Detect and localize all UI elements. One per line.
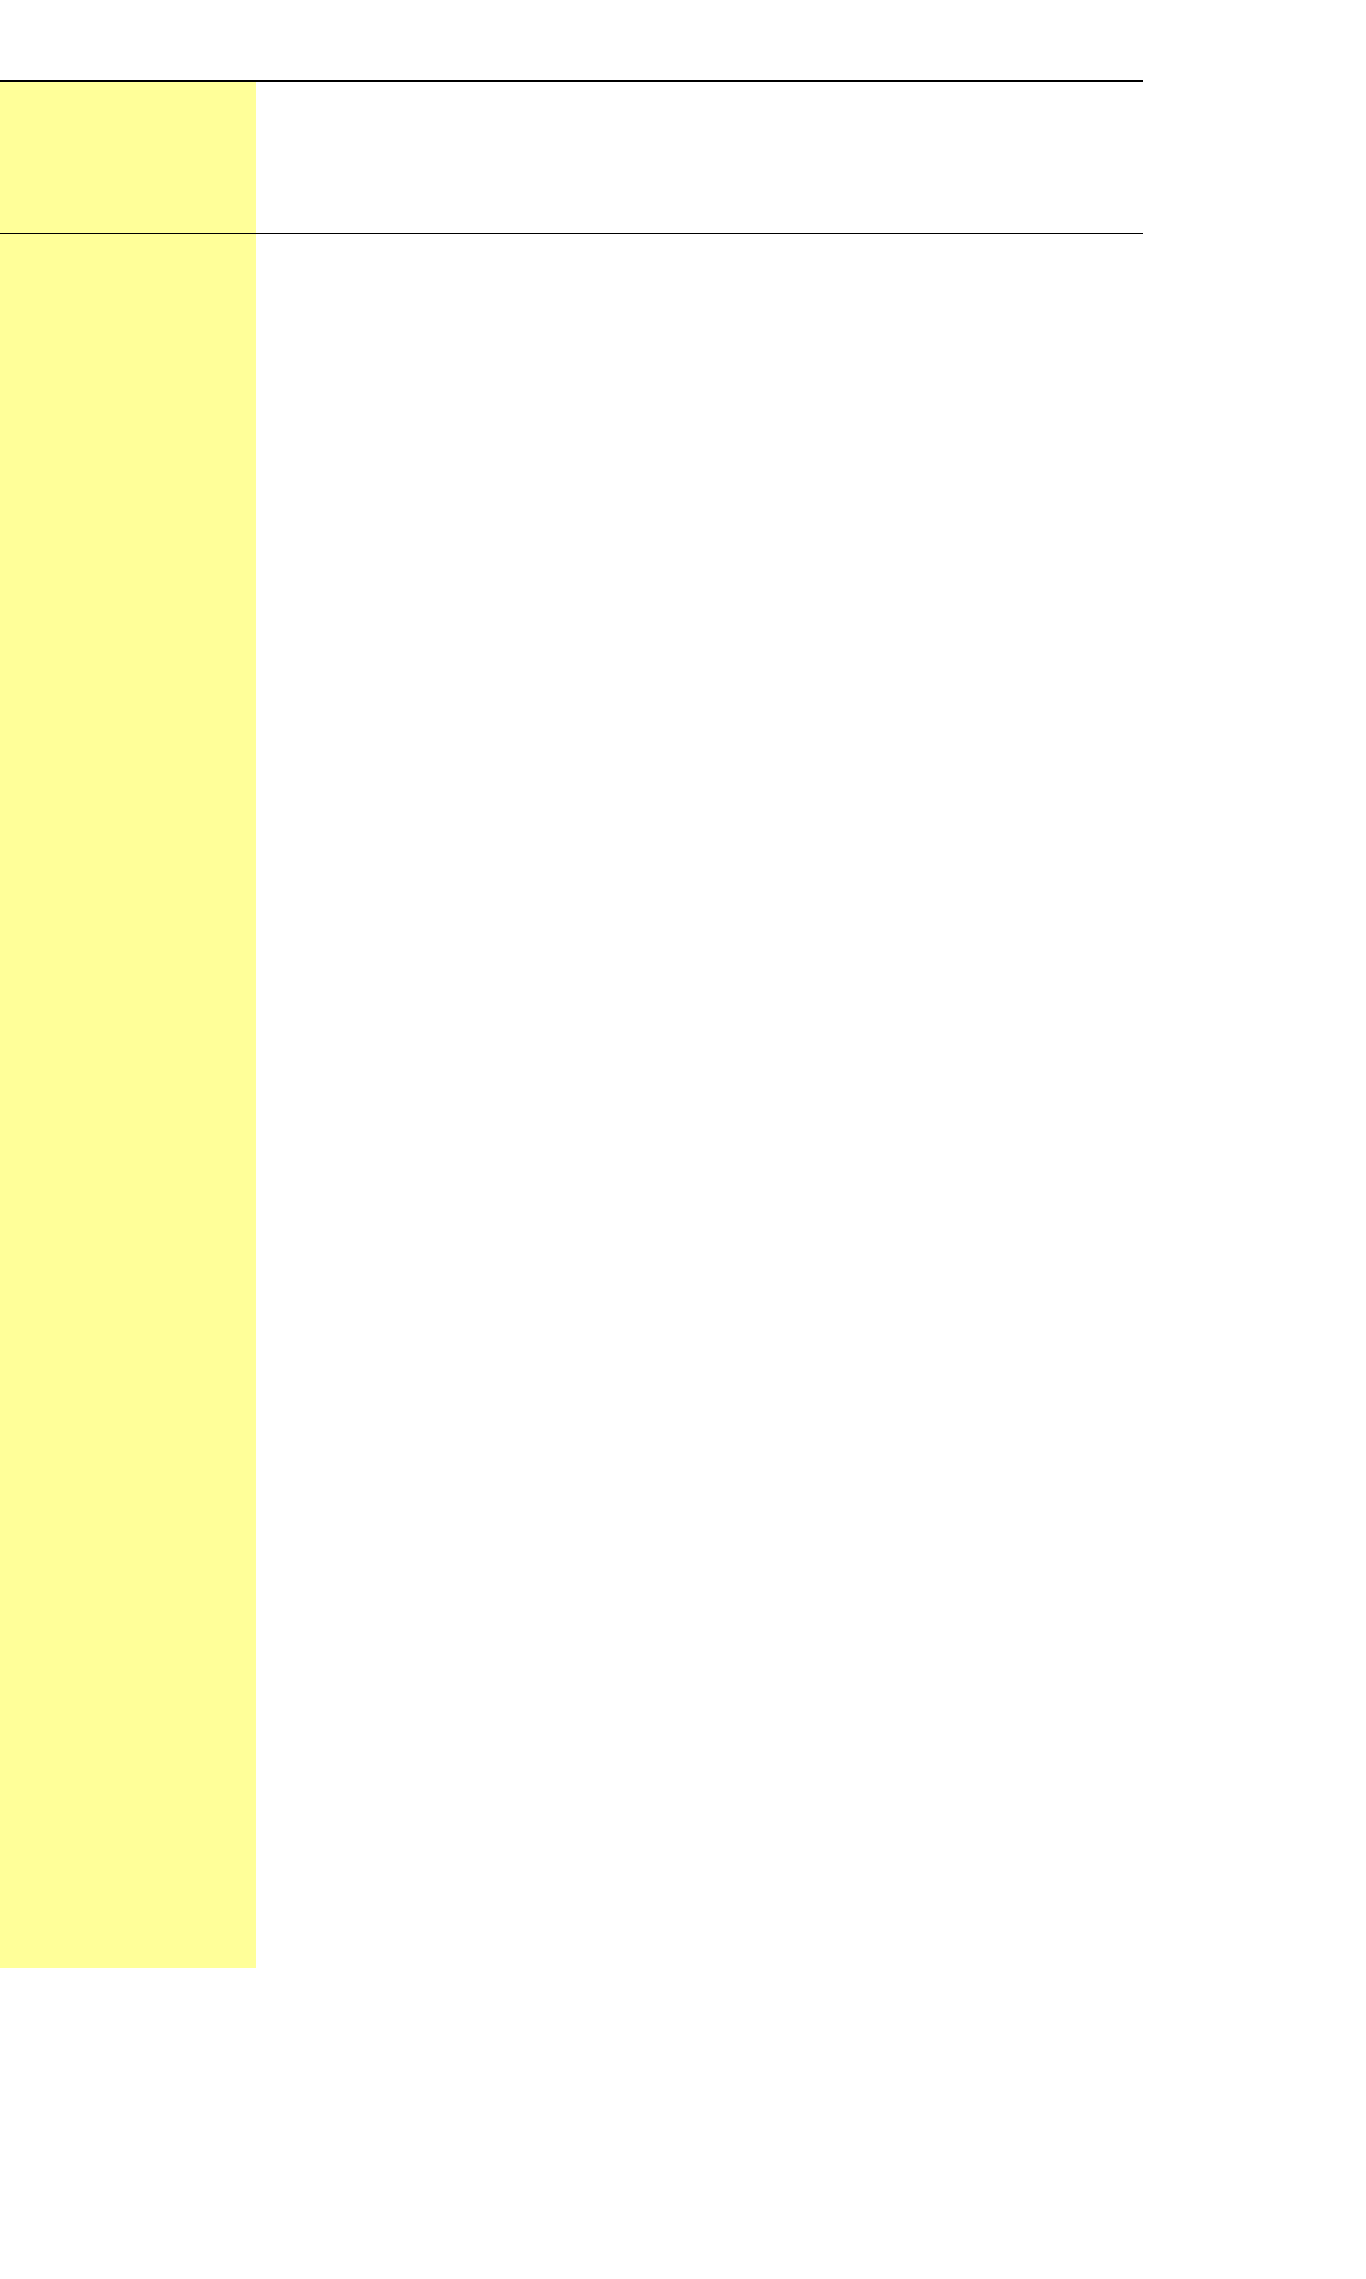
- table-header: [0, 80, 1143, 234]
- statistics-table: [0, 80, 1143, 234]
- first-column-highlight: [0, 80, 256, 1968]
